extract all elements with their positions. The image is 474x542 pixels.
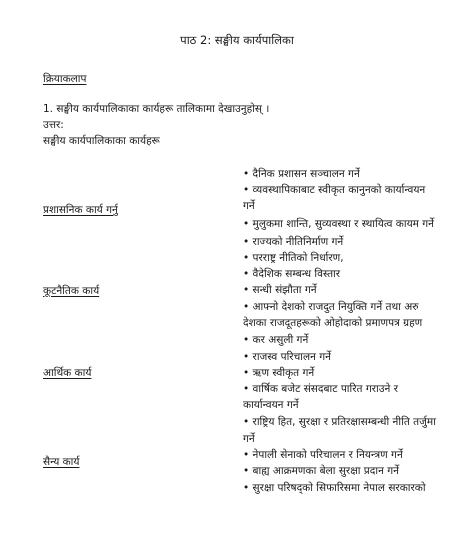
bullet-icon: • (243, 168, 250, 180)
answer-label: उत्तर: (43, 119, 64, 131)
list-item: • मुलुकमा शान्ति, सुव्यवस्था र स्थायित्व कायम गर्ने (243, 218, 435, 230)
list-item: • राज्यको नीतिनिर्माण गर्ने (243, 236, 344, 248)
bullet-icon: • (243, 218, 250, 230)
list-item-continuation: कार्यान्वयन गर्ने (243, 399, 299, 411)
bullet-icon: • (243, 236, 250, 248)
bullet-icon: • (243, 351, 250, 363)
list-item: • सन्धी संझौता गर्ने (243, 284, 317, 296)
answer-heading: सङ्घीय कार्यपालिकाका कार्यहरू (43, 135, 160, 147)
section-label-administrative: प्रशासनिक कार्य गर्नु (43, 204, 118, 216)
list-item-continuation: गर्ने (243, 200, 255, 212)
bullet-icon: • (243, 465, 250, 477)
bullet-icon: • (243, 252, 250, 264)
list-item: • राजस्व परिचालन गर्ने (243, 351, 331, 363)
bullet-icon: • (243, 284, 250, 296)
bullet-icon: • (243, 334, 250, 346)
list-item: • सुरक्षा परिषद्को सिफारिसमा नेपाल सरकारको (243, 482, 426, 494)
list-item: • नेपाली सेनाको परिचालन र नियन्त्रण गर्ने (243, 449, 403, 461)
bullet-icon: • (243, 301, 250, 313)
list-item: • वार्षिक बजेट संसदबाट पारित गराउने र (243, 383, 398, 395)
list-item: • परराष्ट्र नीतिको निर्धारण, (243, 252, 344, 264)
lesson-title: पाठ 2: सङ्घीय कार्यपालिका (180, 33, 294, 47)
bullet-icon: • (243, 268, 250, 280)
bullet-icon: • (243, 449, 250, 461)
bullet-icon: • (243, 416, 250, 428)
bullet-icon: • (243, 482, 250, 494)
list-item: • कर असुली गर्ने (243, 334, 309, 346)
activity-heading: क्रियाकलाप (43, 73, 87, 85)
list-item-continuation: देशका राजदूतहरूको ओहोदाको प्रमाणपत्र ग्रहण (243, 317, 423, 329)
list-item: • ऋण स्वीकृत गर्ने (243, 367, 315, 379)
section-label-military: सैन्य कार्य (43, 456, 80, 468)
section-label-economic: आर्थिक कार्य (43, 367, 92, 379)
bullet-icon: • (243, 383, 250, 395)
list-item: • बाह्य आक्रमणका बेला सुरक्षा प्रदान गर्ने (243, 465, 399, 477)
list-item: • वैदेशिक सम्बन्ध विस्तार (243, 268, 341, 280)
list-item: • व्यवस्थापिकाबाट स्वीकृत कानुनको कार्यान्वयन (243, 184, 426, 196)
question-text: 1. सङ्घीय कार्यपालिकाका कार्यहरू तालिकामा देखाउनुहोस् । (43, 103, 270, 115)
list-item-continuation: गर्ने (243, 433, 255, 445)
section-label-diplomatic: कूटनैतिक कार्य (43, 285, 100, 297)
list-item: • दैनिक प्रशासन सञ्चालन गर्ने (243, 168, 360, 180)
bullet-icon: • (243, 184, 250, 196)
list-item: • आफ्नो देशको राजदुत नियुक्ति गर्ने तथा अरु (243, 301, 419, 313)
list-item: • राष्ट्रिय हित, सुरक्षा र प्रतिरक्षासम्बन्धी नीति तर्जुमा (243, 416, 436, 428)
bullet-icon: • (243, 367, 250, 379)
